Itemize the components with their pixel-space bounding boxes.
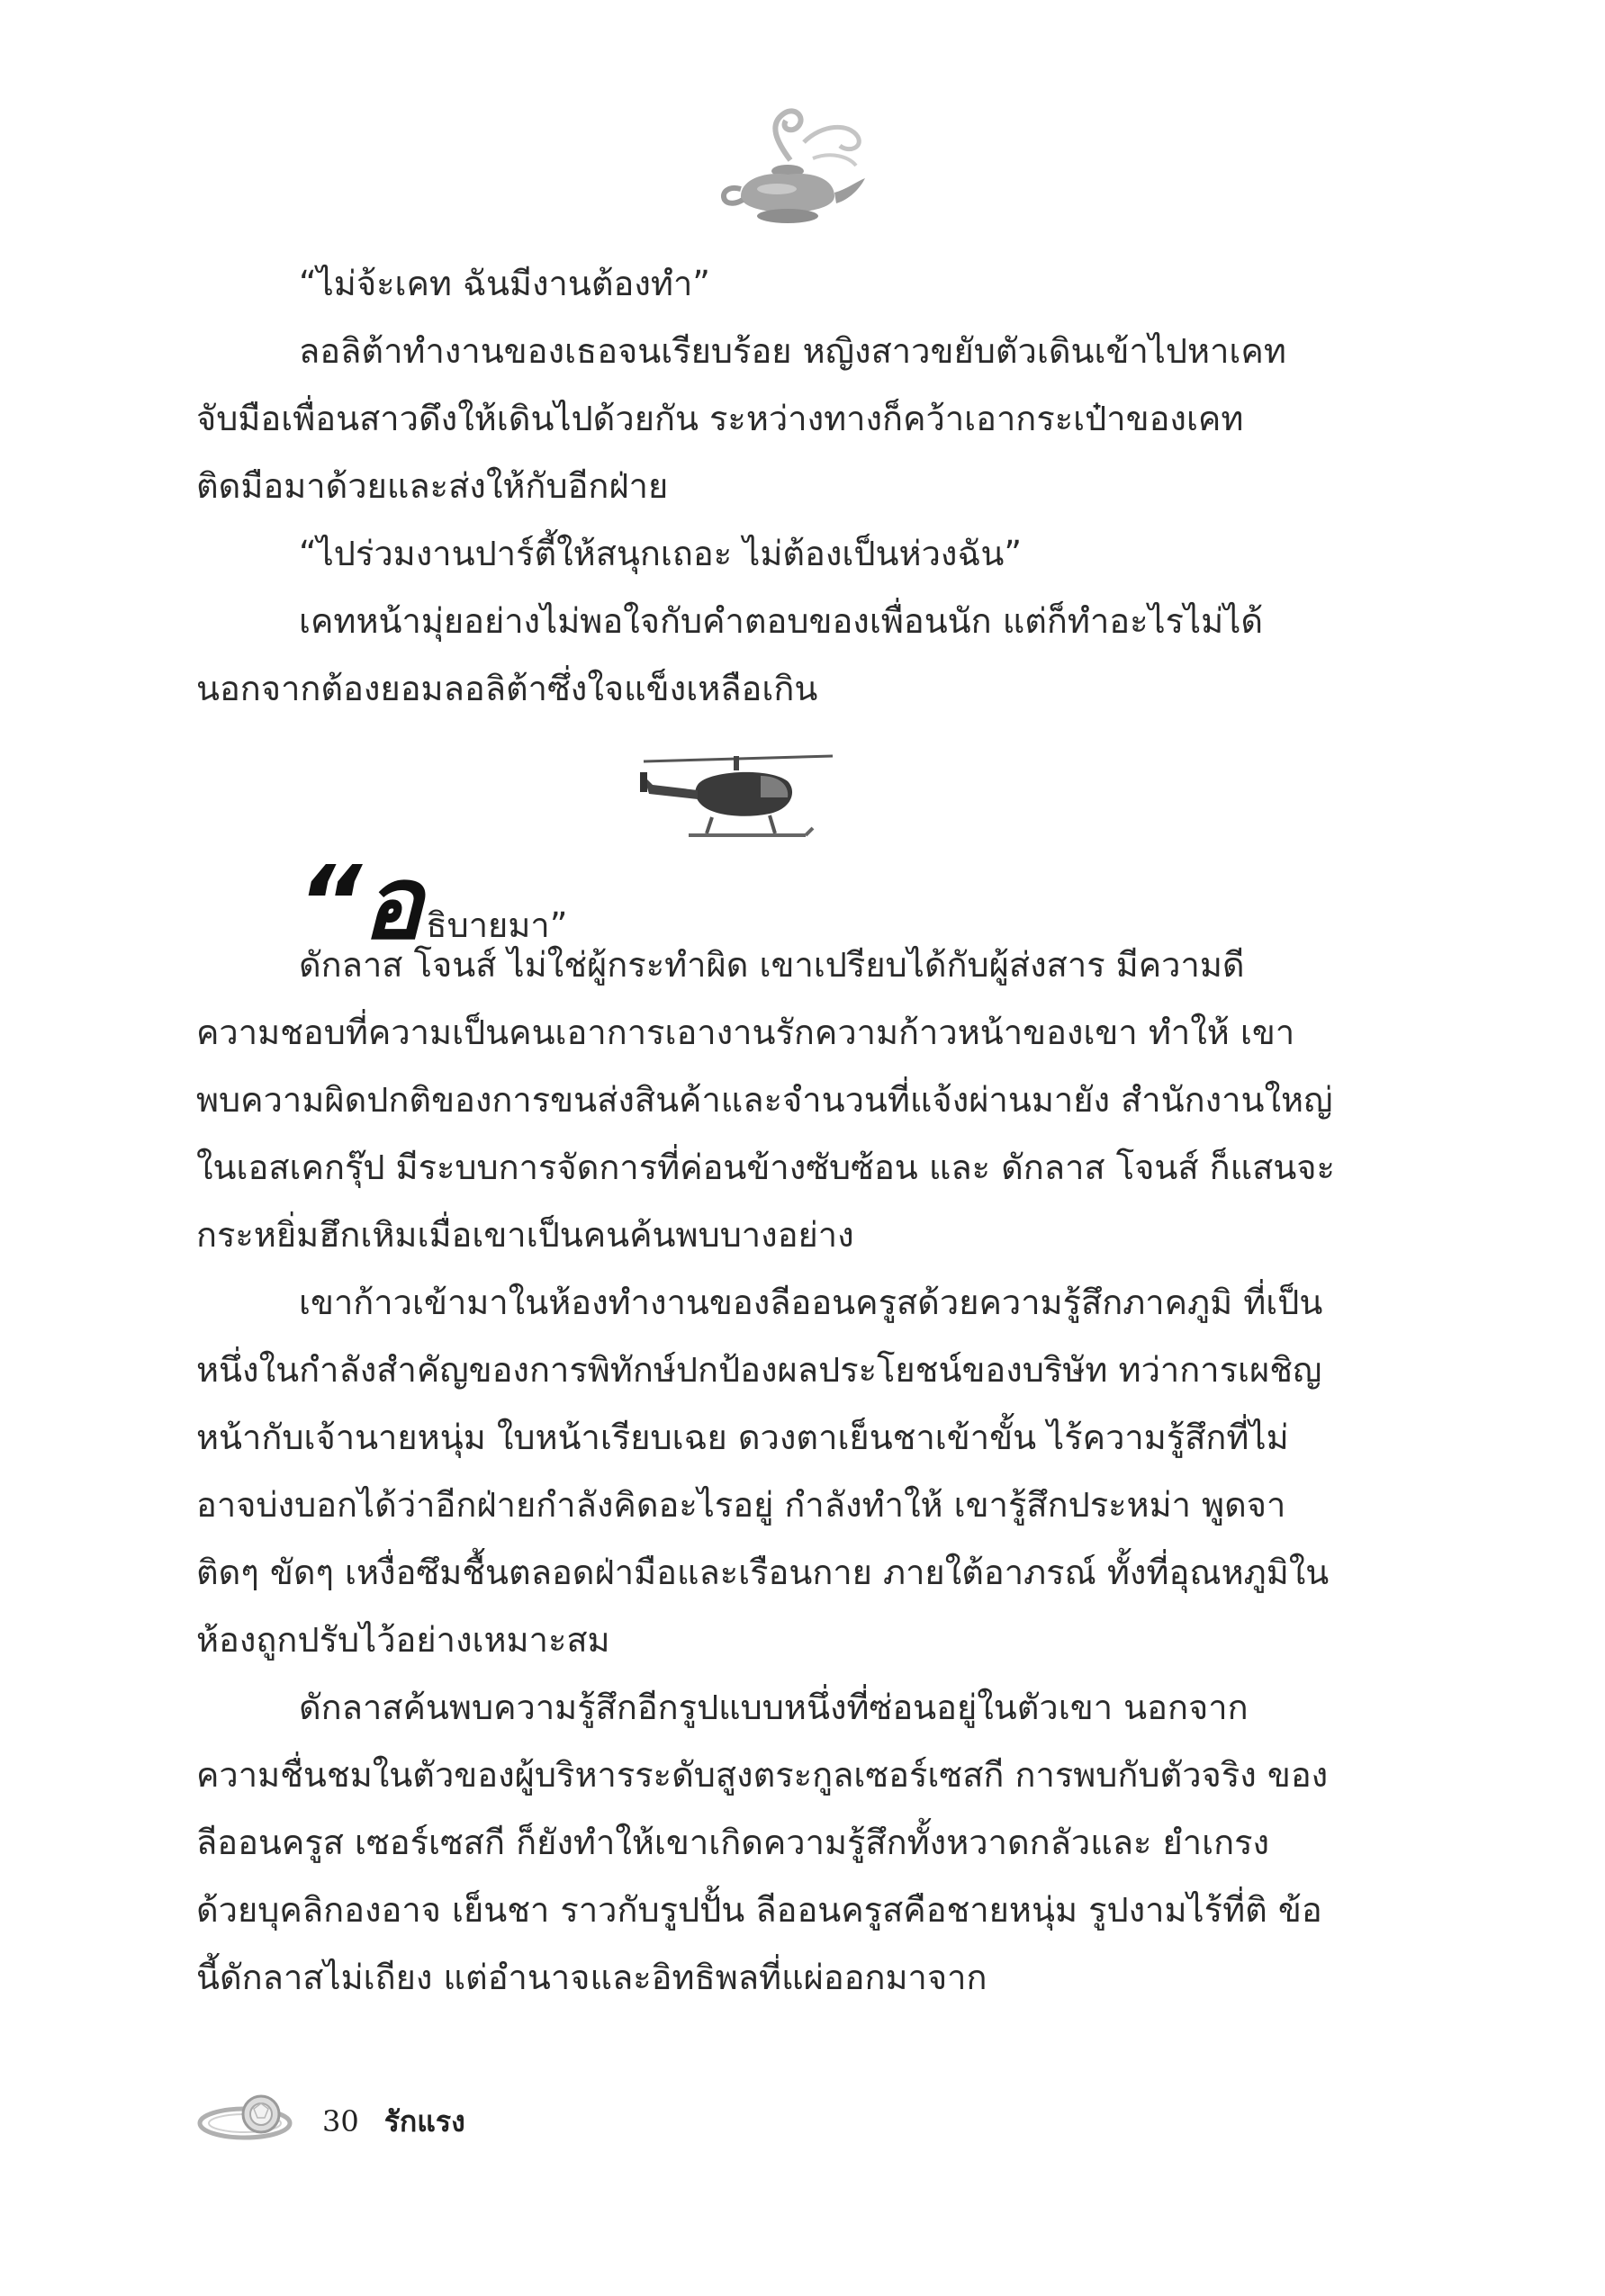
paragraph: ดักลาส โจนส์ ไม่ใช่ผู้กระทำผิด เขาเปรียบได้กับผู้ส่งสาร มีความดี ความชอบที่ความเป็นคนเอาการเอางานรักความก้าวหน้าของเขา ทำให้ เขาพบความผิดปกติของการขนส่งสินค้าและจำนวนที่แจ้งผ่านมายัง สำนักงานใหญ่ในเอสเคกรุ๊ป มีระบบการจัดการที่ค่อนข้างซับซ้อน และ ดักลาส โจนส์ ก็แสนจะกระหยิ่มฮึกเหิมเมื่อเขาเป็นคนค้นพบบางอย่าง <box>196 945 1335 1255</box>
paragraph: “ไม่จ้ะเคท ฉันมีงานต้องทำ” <box>299 264 710 303</box>
text-block-main <box>196 932 1335 2012</box>
paragraph: เขาก้าวเข้ามาในห้องทำงานของลีออนครูสด้วยความรู้สึกภาคภูมิ ที่เป็นหนึ่งในกำลังสำคัญของการพิทักษ์ปกป้องผลประโยชน์ของบริษัท ทว่าการเผชิญหน้ากับเจ้านายหนุ่ม ใบหน้าเรียบเฉย ดวงตาเย็นชาเข้าขั้น ไร้ความรู้สึกที่ไม่อาจบ่งบอกได้ว่าอีกฝ่ายกำลังคิดอะไรอยู่ กำลังทำให้ เขารู้สึกประหม่า พูดจาติดๆ ขัดๆ เหงื่อซึมชื้นตลอดฝ่ามือและเรือนกาย ภายใต้อาภรณ์ ทั้งที่อุณหภูมิในห้องถูกปรับไว้อย่างเหมาะสม <box>196 1283 1330 1660</box>
paragraph: “ไปร่วมงานปาร์ตี้ให้สนุกเถอะ ไม่ต้องเป็นห่วงฉัน” <box>299 534 1023 573</box>
paragraph: ดักลาสค้นพบความรู้สึกอีกรูปแบบหนึ่งที่ซ่อนอยู่ในตัวเขา นอกจาก ความชื่นชมในตัวของผู้บริหารระดับสูงตระกูลเซอร์เซสกี การพบกับตัวจริง ของ ลีออนครูส เซอร์เซสกี ก็ยังทำให้เขาเกิดความรู้สึกทั้งหวาดกลัวและ ยำเกรง ด้วยบุคลิกองอาจ เย็นชา ราวกับรูปปั้น ลีออนครูสคือชายหนุ่ม รูปงามไร้ที่ติ ข้อนี้ดักลาสไม่เถียง แต่อำนาจและอิทธิพลที่แผ่ออกมาจาก <box>196 1688 1329 1997</box>
page-footer <box>196 2090 465 2153</box>
text-block-top <box>196 250 1335 723</box>
book-title: รักแรง <box>383 2103 465 2138</box>
dropcap-rest: ธิบายมา” <box>426 905 568 945</box>
page-number: 30 <box>322 2104 359 2138</box>
magic-lamp-icon <box>705 106 876 236</box>
diamond-ring-icon <box>196 2091 304 2152</box>
helicopter-icon <box>635 749 842 851</box>
dropcap-letter: “อ <box>297 845 423 962</box>
paragraph: ลอลิต้าทำงานของเธอจนเรียบร้อย หญิงสาวขยับตัวเดินเข้าไปหาเคท จับมือเพื่อนสาวดึงให้เดินไปด้วยกัน ระหว่างทางก็คว้าเอากระเป๋าของเคท ติดมือมาด้วยและส่งให้กับอีกฝ่าย <box>196 331 1286 506</box>
paragraph: เคทหน้ามุ่ยอย่างไม่พอใจกับคำตอบของเพื่อนนัก แต่ก็ทำอะไรไม่ได้ นอกจากต้องยอมลอลิต้าซึ่งใจแข็งเหลือเกิน <box>196 601 1263 708</box>
